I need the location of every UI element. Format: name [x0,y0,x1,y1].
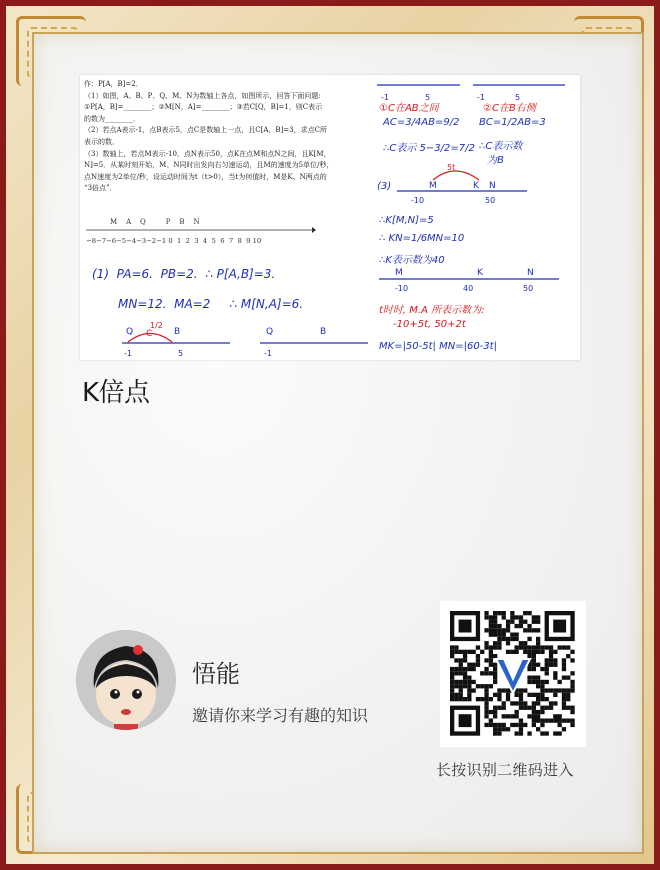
svg-text:M: M [429,181,437,191]
author-name: 悟能 [192,660,240,688]
svg-text:Q: Q [266,327,274,337]
number-line [86,225,316,235]
printed-line: “3倍点”． [84,184,117,193]
qr-caption: 长按识别二维码进入 [436,761,574,779]
svg-text:5: 5 [515,93,521,102]
printed-line: ①P[A，B]=________；②M[N，A]=________；③若C[Q，B]=1，则C表示 [84,103,323,112]
svg-text:-10: -10 [411,196,425,205]
handwritten-note: ∴K[M,N]=5 [379,215,434,226]
worksheet-image[interactable] [80,75,580,360]
handwritten-answer: (1) PA=6. PB=2. ∴ P[A,B]=3. [92,267,276,281]
printed-line: 的数为________． [84,114,140,123]
svg-text:50: 50 [485,196,496,205]
svg-text:5: 5 [425,93,431,102]
numline-point-labels: M A Q P B N [110,218,200,226]
svg-text:5t: 5t [447,163,456,172]
handwritten-note: t时时, M.A 所表示数为: [379,305,485,316]
handwritten-note: MK=|50-5t| MN=|60-3t| [379,341,497,352]
worksheet-left-column [80,75,375,360]
svg-text:50: 50 [523,284,534,293]
handwritten-note: ∴C表示数 [479,141,523,152]
qr-code[interactable] [440,601,586,747]
svg-text:N: N [489,181,496,191]
printed-line: （3）数轴上，若点M表示-10，点N表示50，点K在点M和点N之间，且K[M， [84,149,331,158]
worksheet-right-column [375,75,580,360]
svg-text:-1: -1 [124,349,132,358]
handwritten-note: -10+5t, 50+2t [393,319,466,330]
svg-text:5: 5 [178,349,184,358]
printed-line: 点N速度为2单位/秒，设运动时间为t（t>0），当t为何值时，M是K、N两点的 [84,172,327,181]
numline-tick-labels: −8−7−6−5−4−3−2−1 0 1 2 3 4 5 6 7 8 9 10 [86,237,262,245]
svg-text:N: N [527,268,534,278]
handwritten-numberline-sketch [377,263,567,293]
svg-text:K: K [473,181,479,191]
author-avatar[interactable] [76,630,176,730]
svg-text:B: B [320,327,327,337]
handwritten-answer: MN=12. MA=2 ∴ M[N,A]=6. [118,297,304,311]
handwritten-note: ①C在AB之间 [379,103,439,114]
svg-text:1/2: 1/2 [150,321,163,330]
svg-text:M: M [395,268,403,278]
handwritten-note: (3) [377,181,392,192]
handwritten-note: ∴ KN=1/6MN=10 [379,233,465,244]
handwritten-note: BC=1/2AB=3 [479,117,546,128]
printed-line: （1）如图，A、B、P、Q、M、N为数轴上各点，如图所示，回答下面问题: [84,91,321,100]
qr-code-icon [440,601,586,747]
svg-text:-1: -1 [477,93,485,102]
handwritten-numberline-sketch [120,320,370,360]
svg-text:Q: Q [126,327,134,337]
printed-line: 作：P[A，B]=2． [84,80,143,88]
article-title: K倍点 [82,378,150,408]
svg-text:-1: -1 [381,93,389,102]
svg-text:-1: -1 [264,349,272,358]
handwritten-note: 为B [487,155,504,166]
printed-line: 表示的数． [84,137,119,146]
handwritten-note: AC=3/4AB=9/2 [383,117,460,128]
printed-question-text [84,79,372,195]
svg-text:C: C [146,329,153,339]
handwritten-note: ②C在B右侧 [483,103,536,114]
printed-line: （2）若点A表示-1，点B表示5，点C是数轴上一点，且C[A，B]=3，求点C所 [84,126,327,135]
svg-text:K: K [477,268,483,278]
handwritten-note: ∴C表示 5−3/2=7/2 [383,143,475,154]
cartoon-face-icon [76,630,176,730]
svg-text:B: B [174,327,181,337]
printed-line: N]=5．从某时刻开始，M、N同时出发向右匀速运动，且M的速度为5单位/秒， [84,161,334,170]
handwritten-numberline-sketch [395,160,535,205]
author-subtitle: 邀请你来学习有趣的知识 [192,706,369,725]
handwritten-note: ∴K表示数为40 [379,255,445,266]
svg-text:40: 40 [463,284,474,293]
svg-text:-10: -10 [395,284,409,293]
